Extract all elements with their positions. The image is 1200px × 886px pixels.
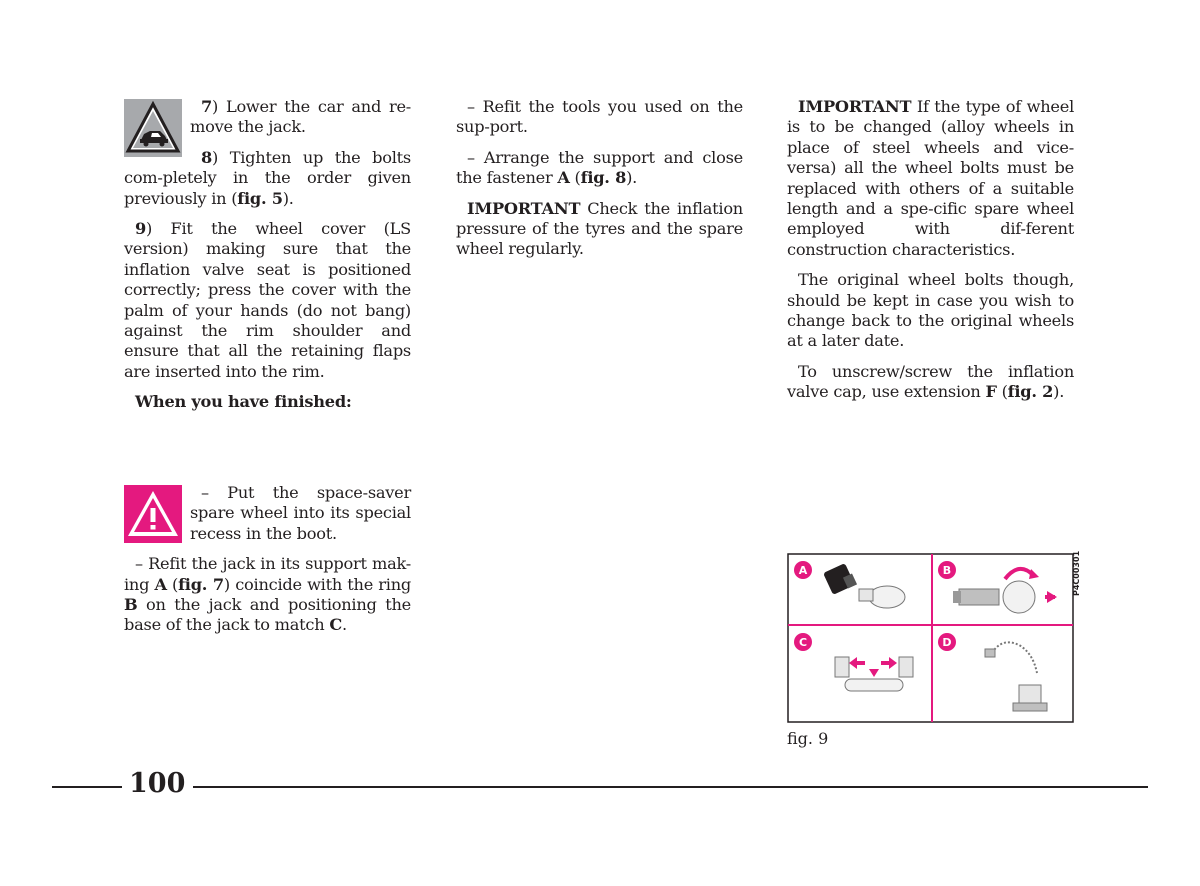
bullet-close-fastener: – Arrange the support and close the fastener A (fig. 8). [456,147,743,188]
finished-heading: When you have finished: [135,392,352,412]
panel-b-label: B [942,564,952,577]
car-lift-warning-icon [124,99,182,157]
original-bolts-note: The original wheel bolts though, should be kept in case you wish to change back to the original wheels at a later date. [787,270,1074,351]
column-2 [456,97,743,270]
figure-code: P4C00301 [1072,550,1081,596]
bullet-refit-jack: – Refit the jack in its support mak-ing A (fig. 7) coincide with the ring B on the jack and positioning the base of the jack to match C. [124,554,411,635]
important-inflation: IMPORTANT Check the inflation pressure of the tyres and the spare wheel regularly. [456,198,743,259]
panel-d-label: D [942,636,952,649]
panel-c-label: C [798,636,808,649]
column-1-top [124,97,411,423]
footer-rule-right [193,786,1148,788]
step-7: 7) Lower the car and re-move the jack. [190,97,411,137]
valve-cap-note: To unscrew/screw the inflation valve cap, use extension F (fig. 2). [787,361,1074,402]
bullet-refit-tools: – Refit the tools you used on the sup-port. [456,97,743,137]
footer-rule-left [52,786,122,788]
bullet-space-saver: – Put the space-saver spare wheel into its special recess in the boot. [190,483,411,543]
column-3 [787,97,1074,413]
column-1-bottom [124,483,411,646]
step-8: 8) Tighten up the bolts com-pletely in the order given previously in (fig. 5). [124,147,411,208]
important-wheel-type: IMPORTANT If the type of wheel is to be changed (alloy wheels in place of steel wheels and vice-versa) all the wheel bolts must be replaced with others of a suitable length and a spe-cific spare wheel employed with dif-ferent construction characteristics. [787,97,1074,259]
step-9: 9) Fit the wheel cover (LS version) making sure that the inflation valve seat is positioned correctly; press the cover with the palm of your hands (do not bang) against the rim shoulder and ensure that all the retaining flaps are inserted into the rim. [124,219,411,381]
page-number: 100 [129,768,186,799]
danger-warning-icon [124,485,182,543]
bulb-types-figure [787,553,1074,723]
panel-a-label: A [798,564,808,577]
figure-caption: fig. 9 [787,729,829,748]
